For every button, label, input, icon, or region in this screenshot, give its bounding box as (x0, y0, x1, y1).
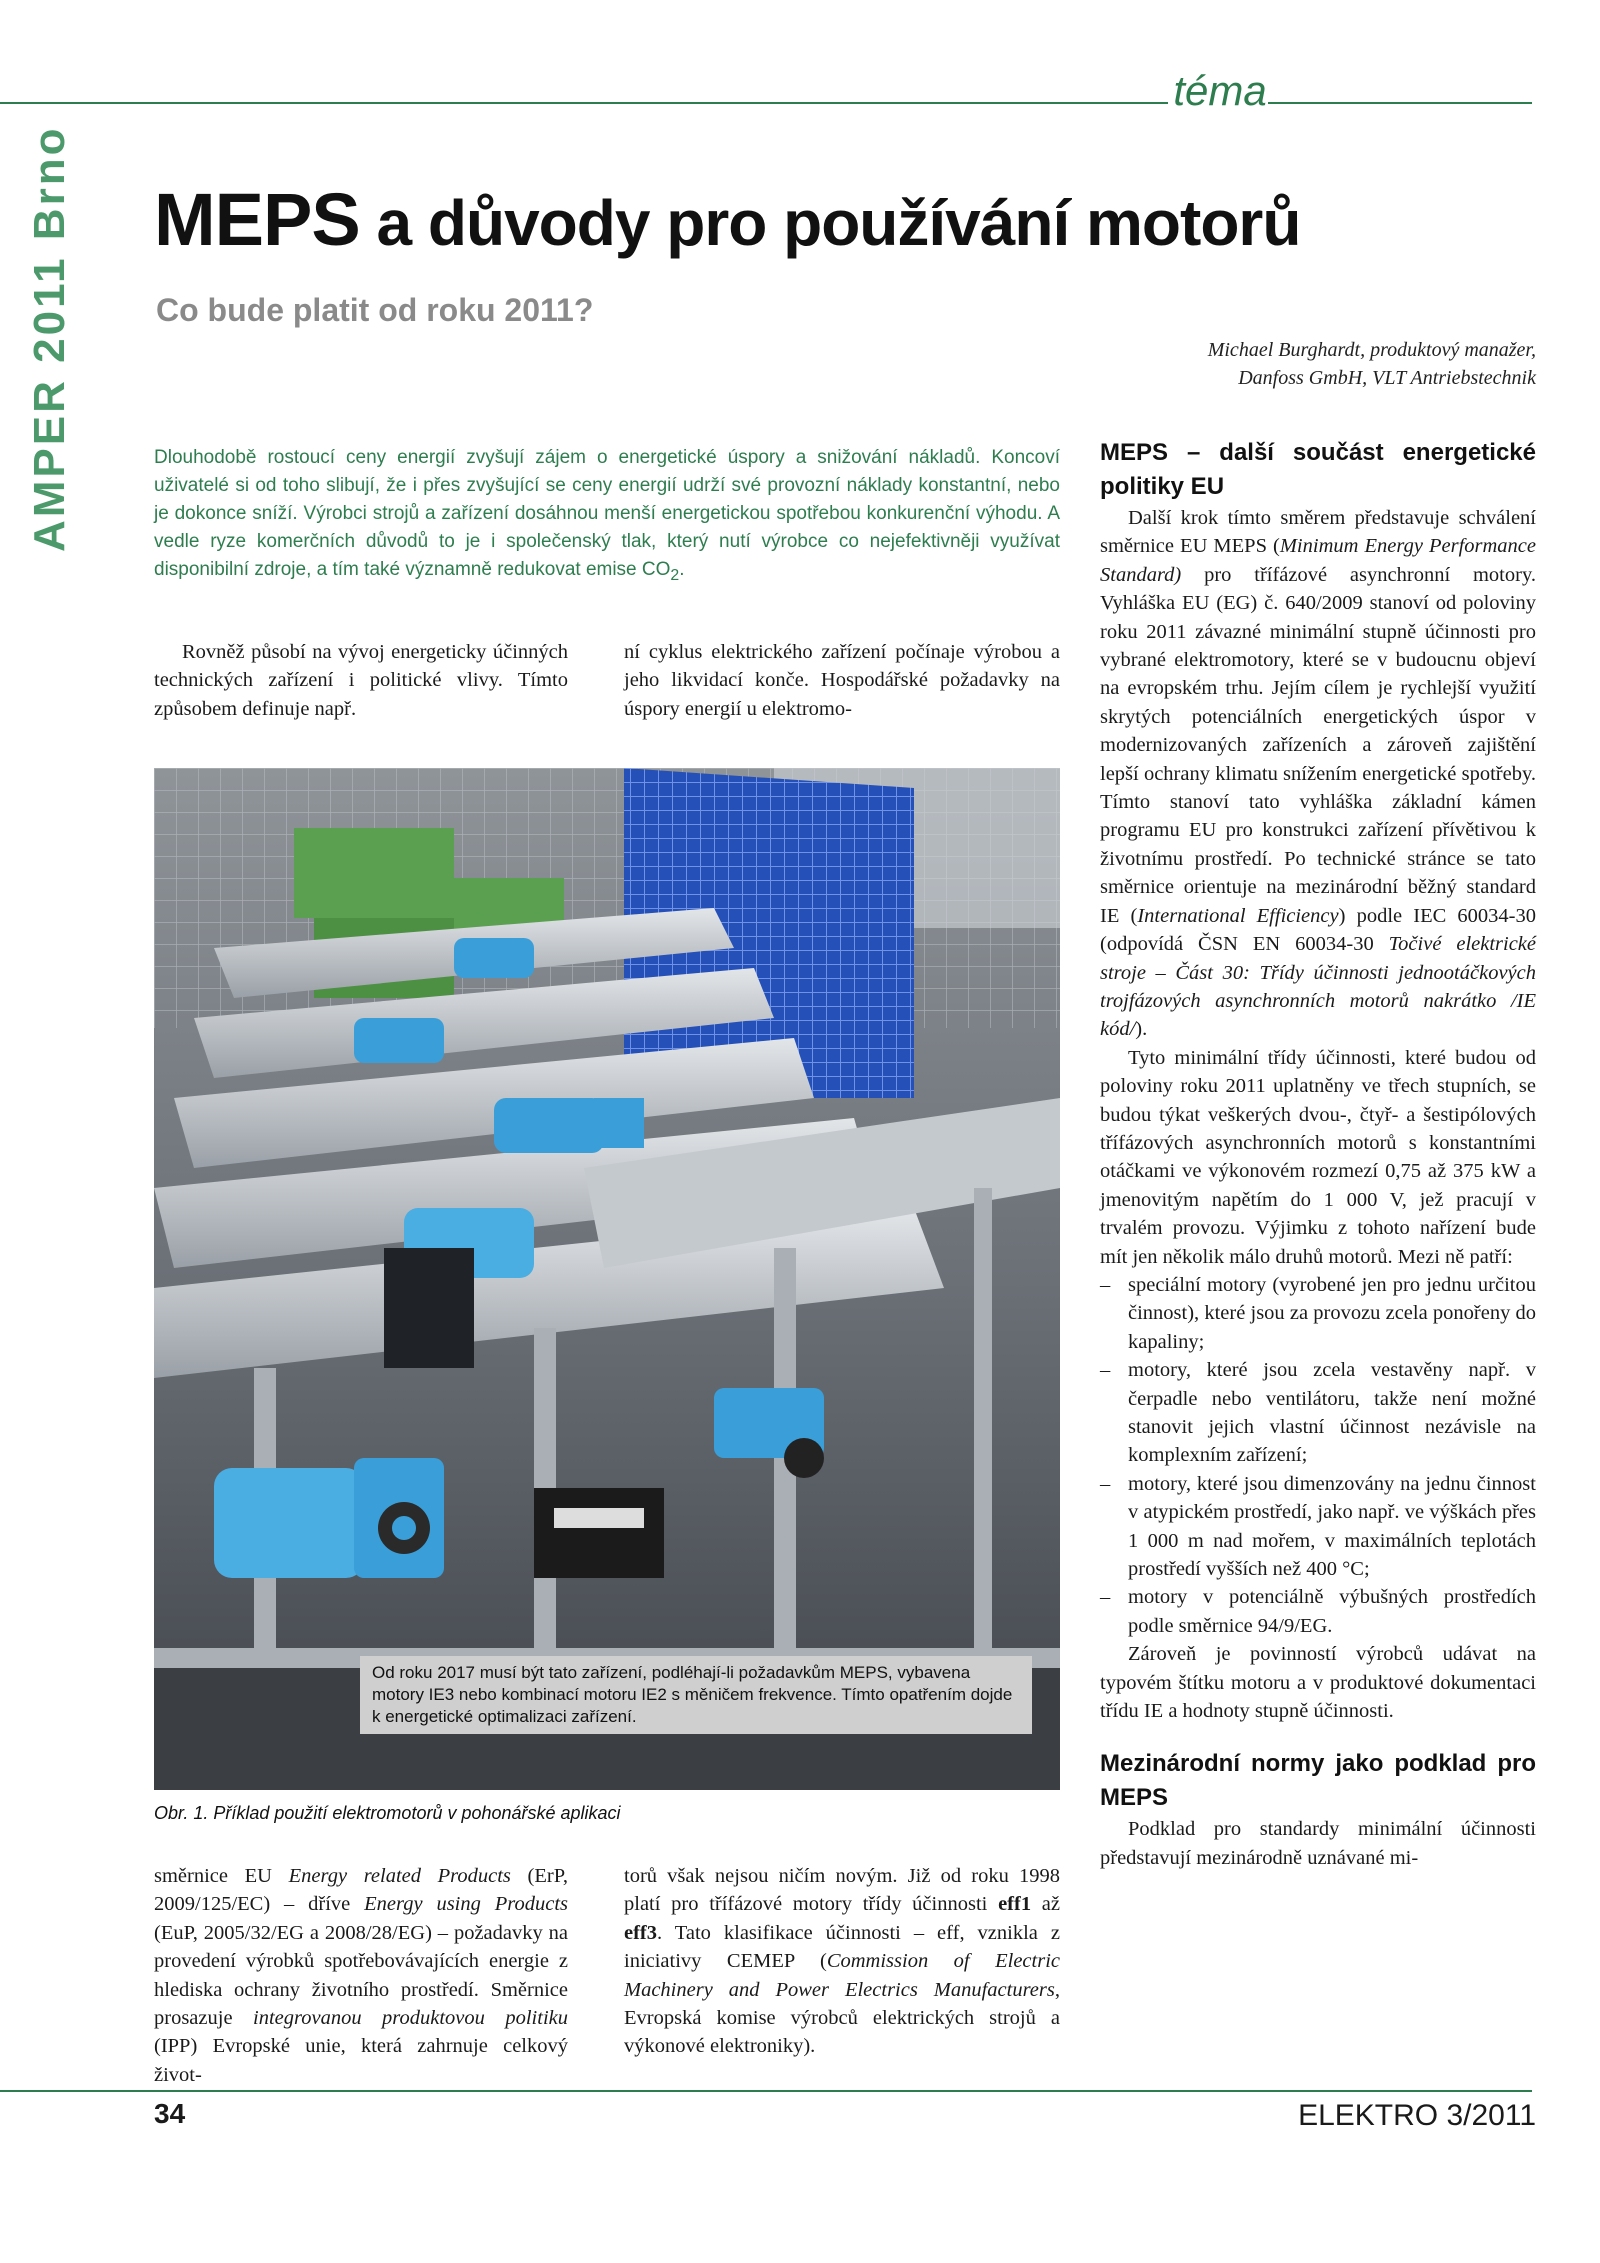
list-item: – speciální motory (vyrobené jen pro jednu určitou činnost), které jsou za provozu zcela ponořeny do kapaliny; (1100, 1271, 1536, 1356)
figure-annotation: Od roku 2017 musí být tato zařízení, podléhají-li požadavkům MEPS, vybavena motory IE3 nebo kombinací motoru IE2 s měničem frekvence. Tímto opatřením dojde k energetické optimalizaci zařízení. (360, 1656, 1032, 1734)
figure-caption: Obr. 1. Příklad použití elektromotorů v pohonářské aplikaci (154, 1803, 621, 1823)
body-column-1-top (154, 638, 568, 723)
conveyor-photo-illustration (154, 768, 1060, 1790)
paragraph: torů však nejsou ničím novým. Již od roku 1998 platí pro třífázové motory třídy účinnosti eff1 až eff3. Tato klasifikace účinnosti – eff, vznikla z iniciativy CEMEP (Commission of Electric Machinery and Power Electrics Manufacturers, Evropská komise výrobců elektrických strojů a výkonové elektroniky). (624, 1865, 1061, 2058)
body-column-2-bottom (624, 1862, 1060, 2061)
paragraph: Zároveň je povinností výrobců udávat na typovém štítku motoru a v produktové dokumentaci třídu IE a hodnoty stupně účinnosti. (1100, 1643, 1536, 1723)
page-number: 34 (154, 2098, 186, 2129)
title-acronym: MEPS (154, 178, 360, 261)
paragraph: Rovněž působí na vývoj energeticky účinných technických zařízení i politické vlivy. Tímto způsobem definuje např. (154, 641, 568, 720)
exception-list (1100, 1271, 1536, 1640)
article-subtitle: Co bude platit od roku 2011? (156, 292, 594, 328)
author-line-1: Michael Burghardt, produktový manažer, (1207, 339, 1536, 361)
paragraph: směrnice EU Energy related Products (ErP, 2009/125/EC) – dříve Energy using Products (EuP, 2005/32/EG a 2008/28/EG) – požadavky na provedení výrobků spotřebovávajících energie z hlediska ochrany životního prostředí. Směrnice prosazuje integrovanou produktovou politiku (IPP) Evropské unie, která zahrnuje celkový život- (154, 1865, 568, 2086)
side-banner: AMPER 2011 Brno (25, 125, 74, 552)
header-rule-left (0, 102, 1168, 104)
list-item: – motory, které jsou zcela vestavěny např. v čerpadle nebo ventilátoru, takže není možné stanovit jejich vlastní účinnost nezávisle na komplexním zařízení; (1100, 1356, 1536, 1470)
paragraph: ní cyklus elektrického zařízení počínaje výrobou a jeho likvidací konče. Hospodářské požadavky na úspory energií u elektromo- (624, 641, 1060, 720)
body-column-1-bottom (154, 1862, 568, 2089)
list-item: – motory v potenciálně výbušných prostředích podle směrnice 94/9/EG. (1100, 1583, 1536, 1640)
author-line-2: Danfoss GmbH, VLT Antriebstechnik (1238, 367, 1536, 389)
paragraph: Další krok tímto směrem představuje schválení směrnice EU MEPS (Minimum Energy Performance Standard) pro třífázové asynchronní motory. Vyhláška EU (EG) č. 640/2009 stanoví od poloviny roku 2011 závazné minimální stupně účinnosti pro vybrané elektromotory, které se v budoucnu objeví na evropském trhu. Jejím cílem je rychlejší využití skrytých potenciálních energetických úspor v modernizovaných zařízeních a zároveň zajištění lepší ochrany klimatu snížením energetické spotřeby. Tímto stanoví tato vyhláška základní kámen programu EU pro konstrukci zařízení přívětivou k životnímu prostředí. Po technické stránce se tato směrnice orientuje na mezinárodní běžný standard IE (International Efficiency) podle IEC 60034-30 (odpovídá ČSN EN 60034-30 Točivé elektrické stroje – Část 30: Třídy účinnosti jednootáčkových trojfázových asynchronních motorů nakrátko /IE kód/). (1100, 507, 1537, 1041)
article-title (154, 180, 1354, 263)
lead-paragraph (154, 444, 1060, 590)
body-column-3 (1100, 436, 1536, 1872)
paragraph: Podklad pro standardy minimální účinnosti představují mezinárodně uznávané mi- (1100, 1818, 1536, 1869)
green-crate (294, 828, 454, 918)
author-credit (1040, 336, 1536, 392)
section-heading: Mezinárodní normy jako podklad pro MEPS (1100, 1750, 1536, 1812)
list-item: – motory, které jsou dimenzovány na jednu činnost v atypickém prostředí, jako např. ve výškách přes 1 000 m nad mořem, v maximálních teplotách prostředí vyšších než 400 °C; (1100, 1470, 1536, 1584)
footer-rule (0, 2090, 1532, 2092)
section-label: téma (1173, 67, 1267, 114)
journal-issue: ELEKTRO 3/2011 (1298, 2099, 1536, 2132)
figure-photo (154, 768, 1060, 1790)
lead-subscript: 2 (670, 566, 680, 584)
section-heading: MEPS – další součást energetické politiky EU (1100, 439, 1536, 500)
lead-text: Dlouhodobě rostoucí ceny energií zvyšují zájem o energetické úspory a snižování nákladů. Koncoví uživatelé si od toho slibují, že i přes zvyšující se ceny energií udrží své provozní náklady konstantní, nebo je dokonce sníží. Výrobci strojů a zařízení dosáhnou menší energetickou spotřebou konkurenční výhodu. A vedle ryze komerčních důvodů to je i společenský tlak, který nutí výrobce co nejefektivněji využívat disponibilní zdroje, a tím také významně redukovat emise CO (154, 447, 1060, 580)
lead-end: . (679, 559, 685, 580)
paragraph: Tyto minimální třídy účinnosti, které budou od poloviny roku 2011 uplatněny ve třech stupních, se budou týkat veškerých dvou-, čtyř- a šestipólových třífázových asynchronních motorů s konstantními otáčkami ve výkonovém rozmezí 0,75 až 375 kW a jmenovitým napětím do 1 000 V, jež pracují v trvalém provozu. Výjimku z tohoto nařízení bude mít jen několik málo druhů motorů. Mezi ně patří: (1100, 1046, 1536, 1268)
body-column-2-top (624, 638, 1060, 723)
title-rest: a důvody pro používání motorů (376, 187, 1301, 259)
header-rule-right (1268, 102, 1532, 104)
